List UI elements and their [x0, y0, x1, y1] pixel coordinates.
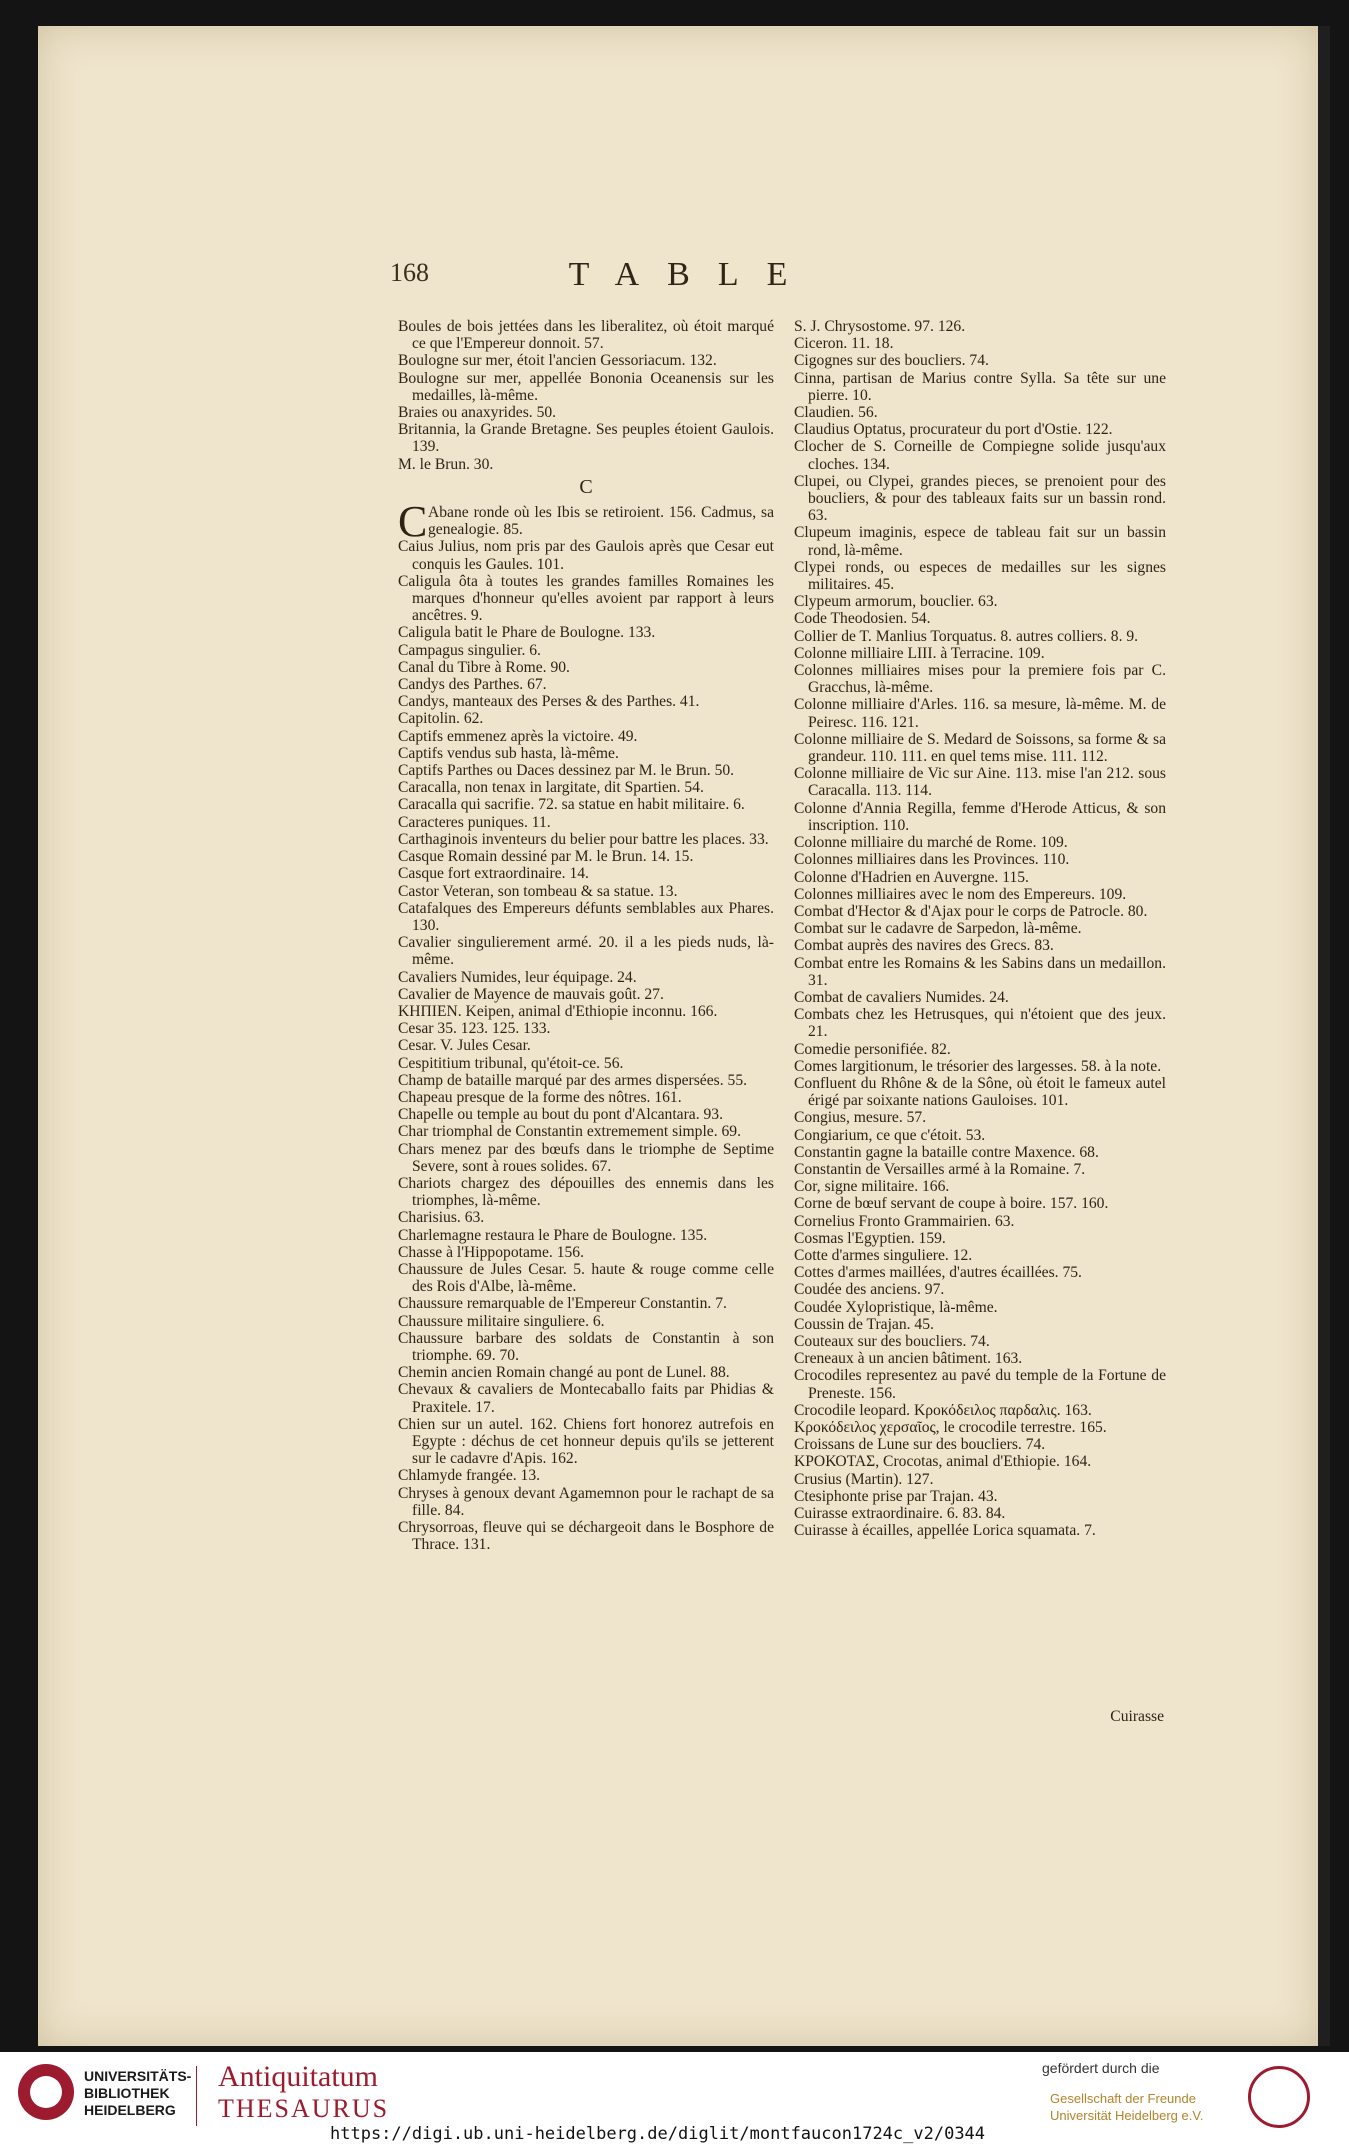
index-entry: Comedie personifiée. 82. — [794, 1040, 951, 1058]
index-entry: Caracteres puniques. 11. — [398, 813, 551, 831]
dropcap-entry-text: Abane ronde où les Ibis se retiroient. 156. Cadmus, sa genealogie. 85. — [428, 504, 774, 539]
index-entry: Colonnes milliaires dans les Provinces. 110. — [794, 851, 1070, 869]
index-entry: ΚΗΠΙΕΝ. Keipen, animal d'Ethiopie inconnu. 166. — [398, 1002, 718, 1020]
index-entry: Confluent du Rhône & de la Sône, où étoit le fameux autel érigé par soixante nations Gauloises. 101. — [794, 1074, 1166, 1110]
scan-edge — [1318, 26, 1330, 2046]
index-entry: Casque fort extraordinaire. 14. — [398, 865, 589, 883]
index-entry: Congius, mesure. 57. — [794, 1109, 927, 1127]
index-entry: Chapeau presque de la forme des nôtres. 161. — [398, 1088, 682, 1106]
index-entry: Chlamyde frangée. 13. — [398, 1467, 541, 1485]
index-entry: Colonnes milliaires mises pour la premiere fois par C. Gracchus, là-même. — [794, 662, 1166, 697]
index-entry: Clypeum armorum, bouclier. 63. — [794, 593, 998, 611]
index-entry: Candys, manteaux des Perses & des Parthes. 41. — [398, 693, 700, 711]
index-entry: M. le Brun. 30. — [398, 455, 494, 473]
index-entry: S. J. Chrysostome. 97. 126. — [794, 318, 966, 335]
index-entry: Chaussure remarquable de l'Empereur Constantin. 7. — [398, 1295, 727, 1313]
index-entry: Cottes d'armes maillées, d'autres écaillées. 75. — [794, 1264, 1082, 1282]
index-entry: Cuirasse extraordinaire. 6. 83. 84. — [794, 1505, 1006, 1523]
index-entry: Caracalla, non tenax in largitate, dit Spartien. 54. — [398, 779, 704, 797]
index-entry: Cornelius Fronto Grammairien. 63. — [794, 1212, 1015, 1230]
index-entry: Ciceron. 11. 18. — [794, 335, 894, 353]
index-entry: Combat entre les Romains & les Sabins dans un medaillon. 31. — [794, 954, 1166, 989]
index-entry: Code Theodosien. 54. — [794, 610, 931, 628]
university-line-3: HEIDELBERG — [84, 2102, 176, 2118]
index-entry: Captifs emmenez après la victoire. 49. — [398, 727, 638, 745]
index-entry: Braies ou anaxyrides. 50. — [398, 404, 557, 422]
index-entry: Cigognes sur des boucliers. 74. — [794, 352, 989, 370]
university-line-2: BIBLIOTHEK — [84, 2085, 170, 2101]
index-entry: Claudius Optatus, procurateur du port d'Ostie. 122. — [794, 421, 1113, 439]
index-entry: Corne de bœuf servant de coupe à boire. 157. 160. — [794, 1195, 1109, 1213]
index-entry: Chien sur un autel. 162. Chiens fort honorez autrefois en Egypte : déchus de cet honneur depuis qu'ils se jetterent sur le cadavre d'Apis. 162. — [398, 1415, 774, 1468]
index-entry: Clupeum imaginis, espece de tableau fait sur un bassin rond, là-même. — [794, 524, 1166, 559]
index-entry: Boulogne sur mer, étoit l'ancien Gessoriacum. 132. — [398, 352, 717, 370]
right-entries — [794, 318, 1166, 1539]
index-entry: Capitolin. 62. — [398, 710, 484, 728]
index-entry: Chemin ancien Romain changé au pont de Lunel. 88. — [398, 1364, 730, 1382]
index-entry: Combat d'Hector & d'Ajax pour le corps de Patrocle. 80. — [794, 902, 1148, 920]
index-entry: Coudée des anciens. 97. — [794, 1281, 945, 1299]
index-entry: Colonne d'Annia Regilla, femme d'Herode Atticus, & son inscription. 110. — [794, 799, 1166, 834]
society-crest-icon — [1248, 2066, 1310, 2128]
index-entry: Colonne milliaire d'Arles. 116. sa mesure, là-même. M. de Peiresc. 116. 121. — [794, 696, 1166, 731]
society-name — [1050, 2090, 1203, 2124]
catchword: Cuirasse — [1110, 1708, 1164, 1725]
index-entry: Croissans de Lune sur des boucliers. 74. — [794, 1436, 1046, 1454]
index-entry: Chapelle ou temple au bout du pont d'Alcantara. 93. — [398, 1106, 723, 1124]
index-entry: Boulogne sur mer, appellée Bononia Oceanensis sur les medailles, là-même. — [398, 369, 774, 404]
index-entry: Candys des Parthes. 67. — [398, 676, 547, 694]
university-seal-icon — [18, 2064, 74, 2120]
index-entry: Claudien. 56. — [794, 404, 878, 422]
index-entry: Chrysorroas, fleuve qui se déchargeoit dans le Bosphore de Thrace. 131. — [398, 1519, 774, 1554]
index-entry: Couteaux sur des boucliers. 74. — [794, 1332, 990, 1350]
index-entry: Coudée Xylopristique, là-même. — [794, 1298, 998, 1316]
index-entry: Collier de T. Manlius Torquatus. 8. autres colliers. 8. 9. — [794, 627, 1139, 645]
index-entry: Charisius. 63. — [398, 1209, 485, 1227]
university-name — [84, 2068, 191, 2119]
society-line-1: Gesellschaft der Freunde — [1050, 2091, 1196, 2106]
footer-divider — [196, 2066, 197, 2126]
index-entry: Caligula batit le Phare de Boulogne. 133. — [398, 624, 656, 642]
index-entry: Caligula ôta à toutes les grandes familles Romaines les marques d'honneur qu'elles avoient par rapport à leurs ancêtres. 9. — [398, 572, 774, 625]
right-column — [794, 318, 1166, 1539]
dropcap-entry — [398, 497, 774, 547]
index-entry: Catafalques des Empereurs défunts semblables aux Phares. 130. — [398, 899, 774, 934]
index-entry: Crocodiles representez au pavé du temple de la Fortune de Preneste. 156. — [794, 1367, 1166, 1402]
permalink-url[interactable]: https://digi.ub.uni-heidelberg.de/diglit/montfaucon1724c_v2/0344 — [330, 2124, 986, 2144]
index-entry: Cuirasse à écailles, appellée Lorica squamata. 7. — [794, 1522, 1096, 1540]
index-entry: Captifs Parthes ou Daces dessinez par M. le Brun. 50. — [398, 762, 735, 780]
index-entry: Chevaux & cavaliers de Montecaballo faits par Phidias & Praxitele. 17. — [398, 1381, 774, 1416]
index-entry: Colonne d'Hadrien en Auvergne. 115. — [794, 868, 1029, 886]
index-entry: Constantin de Versailles armé à la Romaine. 7. — [794, 1160, 1086, 1178]
index-entry: Cosmas l'Egyptien. 159. — [794, 1229, 946, 1247]
brand-line-2: THESAURUS — [218, 2094, 390, 2123]
index-entry: Combats chez les Hetrusques, qui n'étoient que des jeux. 21. — [794, 1006, 1166, 1041]
index-entry: Cavalier de Mayence de mauvais goût. 27. — [398, 985, 664, 1003]
index-entry: Cinna, partisan de Marius contre Sylla. Sa tête sur une pierre. 10. — [794, 369, 1166, 404]
index-entry: Char triomphal de Constantin extremement simple. 69. — [398, 1123, 741, 1141]
index-entry: Creneaux à un ancien bâtiment. 163. — [794, 1350, 1023, 1368]
index-entry: Congiarium, ce que c'étoit. 53. — [794, 1126, 986, 1144]
index-entry: Combat auprès des navires des Grecs. 83. — [794, 937, 1054, 955]
index-entry: Colonne milliaire du marché de Rome. 109. — [794, 834, 1068, 852]
index-entry: Chryses à genoux devant Agamemnon pour le rachapt de sa fille. 84. — [398, 1484, 774, 1519]
index-entry: Captifs vendus sub hasta, là-même. — [398, 744, 619, 762]
index-entry: Κροκόδειλος χερσαῖος, le crocodile terrestre. 165. — [794, 1419, 1107, 1436]
index-entry: Casque Romain dessiné par M. le Brun. 14. 15. — [398, 848, 694, 866]
index-entry: Clupei, ou Clypei, grandes pieces, se prenoient pour des boucliers, & pour des tableaux faits sur un bassin rond. 63. — [794, 472, 1166, 525]
brand-line-1: Antiquitatum — [218, 2060, 378, 2093]
section-letter: C — [579, 475, 593, 498]
index-entry: Chaussure barbare des soldats de Constantin à son triomphe. 69. 70. — [398, 1329, 774, 1364]
left-column — [398, 318, 774, 1553]
index-entry: Canal du Tibre à Rome. 90. — [398, 658, 570, 676]
index-entry: Cavalier singulierement armé. 20. il a les pieds nuds, là-même. — [398, 934, 774, 969]
index-entry: Boules de bois jettées dans les liberalitez, où étoit marqué ce que l'Empereur donnoit. 57. — [398, 318, 774, 353]
index-entry: Ctesiphonte prise par Trajan. 43. — [794, 1487, 998, 1505]
index-entry: Clocher de S. Corneille de Compiegne solide jusqu'aux cloches. 134. — [794, 438, 1166, 473]
index-entry: Caius Julius, nom pris par des Gaulois après que Cesar eut conquis les Gaules. 101. — [398, 538, 774, 573]
index-entry: Chariots chargez des dépouilles des ennemis dans les triomphes, là-même. — [398, 1174, 774, 1210]
index-entry: Cesar. V. Jules Cesar. — [398, 1037, 531, 1055]
index-entry: Cesar 35. 123. 125. 133. — [398, 1020, 551, 1038]
index-entry: Cor, signe militaire. 166. — [794, 1178, 950, 1196]
page-header — [38, 256, 1318, 304]
index-entry: Cavaliers Numides, leur équipage. 24. — [398, 968, 637, 986]
index-entry: Britannia, la Grande Bretagne. Ses peuples étoient Gaulois. 139. — [398, 421, 774, 456]
index-entry: Caracalla qui sacrifie. 72. sa statue en habit militaire. 6. — [398, 796, 745, 814]
index-entry: Charlemagne restaura le Phare de Boulogne. 135. — [398, 1226, 708, 1244]
index-entry: Colonne milliaire de S. Medard de Soissons, sa forme & sa grandeur. 110. 111. en quel tems mise. 111. 112. — [794, 730, 1166, 766]
society-line-2: Universität Heidelberg e.V. — [1050, 2108, 1204, 2123]
index-entry: Castor Veteran, son tombeau & sa statue. 13. — [398, 882, 678, 900]
index-entry: Coussin de Trajan. 45. — [794, 1315, 934, 1333]
index-entry: Combat de cavaliers Numides. 24. — [794, 988, 1009, 1006]
left-entries-before — [398, 318, 774, 473]
index-entry: Carthaginois inventeurs du belier pour battre les places. 33. — [398, 830, 769, 848]
dropcap-letter: C — [398, 497, 428, 547]
index-entry: Comes largitionum, le trésorier des largesses. 58. à la note. — [794, 1057, 1162, 1075]
index-entry: Colonne milliaire de Vic sur Aine. 113. mise l'an 212. sous Caracalla. 113. 114. — [794, 765, 1166, 800]
viewer-footer — [0, 2052, 1349, 2150]
index-entry: Chars menez par des bœufs dans le triomphe de Septime Severe, sont à roues solides. 67. — [398, 1140, 774, 1175]
index-entry: Colonnes milliaires avec le nom des Empereurs. 109. — [794, 885, 1127, 903]
index-entry: ΚΡΟΚΟΤΑΣ, Crocotas, animal d'Ethiopie. 164. — [794, 1453, 1092, 1471]
index-entry: Colonne milliaire LIII. à Terracine. 109. — [794, 644, 1045, 662]
scanned-page — [38, 26, 1318, 2046]
index-entry: Chasse à l'Hippopotame. 156. — [398, 1243, 585, 1261]
university-line-1: UNIVERSITÄTS- — [84, 2068, 192, 2084]
index-entry: Cespititium tribunal, qu'étoit-ce. 56. — [398, 1054, 624, 1072]
page-title: TABLE — [568, 256, 816, 293]
index-entry: Constantin gagne la bataille contre Maxence. 68. — [794, 1143, 1099, 1161]
index-entry: Combat sur le cadavre de Sarpedon, là-même. — [794, 920, 1082, 938]
index-entry: Crocodile leopard. Κροκόδειλος παρδαλις. 163. — [794, 1401, 1092, 1419]
left-entries-after — [398, 538, 774, 1553]
index-entry: Crusius (Martin). 127. — [794, 1470, 934, 1488]
funded-by-text: gefördert durch die — [1042, 2060, 1160, 2076]
index-entry: Cotte d'armes singuliere. 12. — [794, 1246, 973, 1264]
index-entry: Clypei ronds, ou especes de medailles sur les signes militaires. 45. — [794, 558, 1166, 594]
index-entry: Campagus singulier. 6. — [398, 641, 541, 659]
index-entry: Chaussure militaire singuliere. 6. — [398, 1312, 605, 1330]
page-number: 168 — [390, 258, 429, 287]
index-entry: Champ de bataille marqué par des armes dispersées. 55. — [398, 1071, 748, 1089]
index-entry: Chaussure de Jules Cesar. 5. haute & rouge comme celle des Rois d'Albe, là-même. — [398, 1260, 774, 1296]
